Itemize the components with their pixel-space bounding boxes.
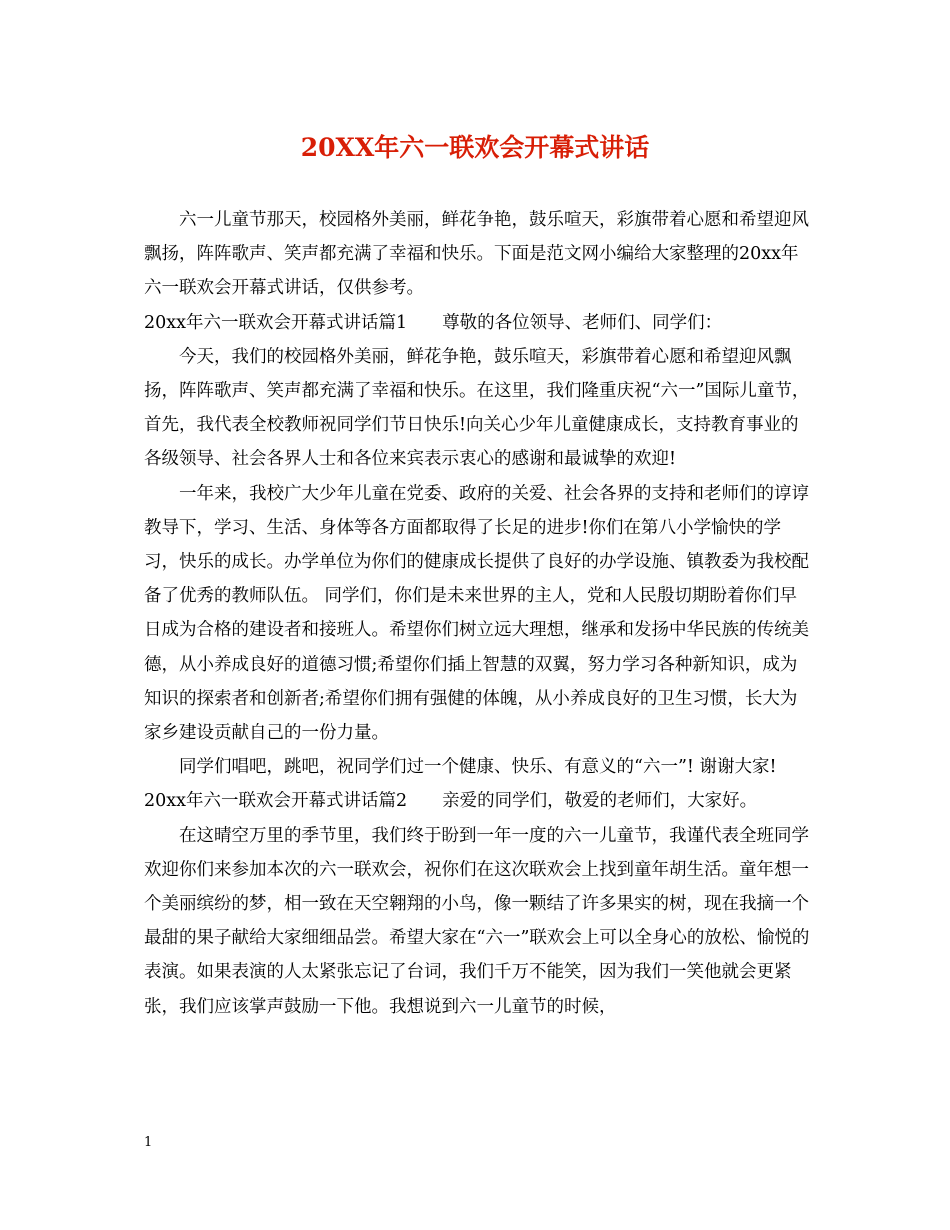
page-number: 1 xyxy=(144,1135,153,1150)
section-heading-2: 20xx年六一联欢会开幕式讲话篇2 亲爱的同学们，敬爱的老师们，大家好。 xyxy=(144,791,758,812)
intro-paragraph: 六一儿童节那天，校园格外美丽，鲜花争艳，鼓乐喧天，彩旗带着心愿和希望迎风飘扬，阵阵歌声、笑声都充满了幸福和快乐。下面是范文网小编给大家整理的20xx年六一联欢会开幕式讲话，仅供参考。 xyxy=(144,210,809,299)
speech1-paragraph-2: 一年来，我校广大少年儿童在党委、政府的关爱、社会各界的支持和老师们的谆谆教导下，学习、生活、身体等各方面都取得了长足的进步!你们在第八小学愉快的学习，快乐的成长。办学单位为你们的健康成长提供了良好的办学设施、镇教委为我校配备了优秀的教师队伍。 同学们，你们是未来世界的主人，党和人民殷切期盼着你们早日成为合格的建设者和接班人。希望你们树立远大理想，继承和发扬中华民族的传统美德，从小养成良好的道德习惯;希望你们插上智慧的双翼，努力学习各种新知识，成为知识的探索者和创新者;希望你们拥有强健的体魄，从小养成良好的卫生习惯，长大为家乡建设贡献自己的一份力量。 xyxy=(144,483,809,744)
speech1-paragraph-3: 同学们唱吧，跳吧，祝同学们过一个健康、快乐、有意义的“六一”! 谢谢大家! xyxy=(179,757,777,778)
speech1-paragraph-1: 今天，我们的校园格外美丽，鲜花争艳，鼓乐喧天，彩旗带着心愿和希望迎风飘扬，阵阵歌声、笑声都充满了幸福和快乐。在这里，我们隆重庆祝“六一”国际儿童节，首先，我代表全校教师祝同学们节日快乐!向关心少年儿童健康成长，支持教育事业的各级领导、社会各界人士和各位来宾表示衷心的感谢和最诚挚的欢迎! xyxy=(144,346,810,470)
speech2-paragraph-1: 在这晴空万里的季节里，我们终于盼到一年一度的六一儿童节，我谨代表全班同学欢迎你们来参加本次的六一联欢会，祝你们在这次联欢会上找到童年胡生活。童年想一个美丽缤纷的梦，相一致在天空翱翔的小鸟，像一颗结了许多果实的树，现在我摘一个最甜的果子献给大家细细品尝。希望大家在“六一”联欢会上可以全身心的放松、愉悦的表演。如果表演的人太紧张忘记了台词，我们千万不能笑，因为我们一笑他就会更紧张，我们应该掌声鼓励一下他。我想说到六一儿童节的时候， xyxy=(144,825,810,1017)
document-title: 20XX年六一联欢会开幕式讲话 xyxy=(300,133,650,162)
section-heading-1: 20xx年六一联欢会开幕式讲话篇1 尊敬的各位领导、老师们、同学们： xyxy=(144,312,723,333)
document-body xyxy=(144,203,814,1024)
